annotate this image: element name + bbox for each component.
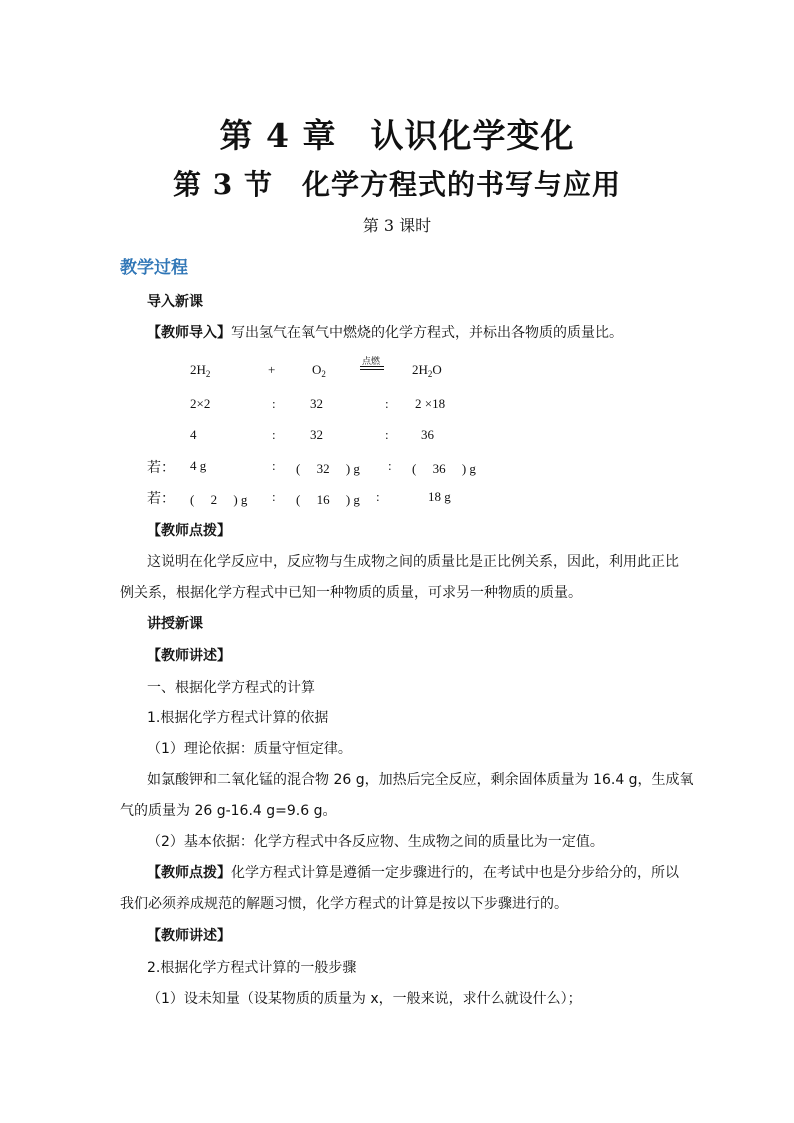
intro-heading: 导入新课 [147, 294, 203, 310]
steps-heading: 2.根据化学方程式计算的一般步骤 [147, 960, 357, 976]
basic-basis: （2）基本依据：化学方程式中各反应物、生成物之间的质量比为一定值。 [147, 834, 604, 850]
teacher-tip2-line2: 我们必须养成规范的解题习惯，化学方程式的计算是按以下步骤进行的。 [120, 896, 568, 912]
teacher-tip-line1: 这说明在化学反应中，反应物与生成物之间的质量比是正比例关系，因此，利用此正比 [147, 554, 679, 570]
ratio-o2: 32 [310, 427, 323, 442]
chapter-title: 第 4 章 认识化学变化 [219, 116, 575, 155]
teacher-tip-tag: 【教师点拨】 [147, 523, 231, 539]
ratio-h2o: 18 g [428, 489, 451, 504]
example-line1: 如氯酸钾和二氧化锰的混合物 26 g，加热后完全反应，剩余固体质量为 16.4 g，生成氧 [147, 772, 694, 788]
ratio-prefix: 若： [147, 460, 175, 476]
teacher-talk-tag: 【教师讲述】 [147, 648, 231, 664]
ratio-h2o: 36 [421, 427, 434, 442]
ratio-colon: : [272, 489, 276, 504]
step-one: （1）设未知量（设某物质的质量为 x，一般来说，求什么就设什么）； [147, 991, 582, 1007]
ratio-colon: : [376, 489, 380, 504]
ratio-prefix: 若： [147, 491, 175, 507]
ratio-o2: 32 [310, 396, 323, 411]
reactant-o2: $O_2$ [312, 362, 326, 379]
section-heading: 教学过程 [120, 258, 188, 278]
ratio-colon: : [272, 458, 276, 473]
reactant-h2: $2H_2$ [190, 362, 211, 379]
ratio-h2: 4 g [190, 458, 207, 473]
teacher-tip2-text: 化学方程式计算是遵循一定步骤进行的，在考试中也是分步给分的，所以 [231, 865, 679, 881]
ratio-h2: 4 [190, 427, 197, 442]
teacher-tip2-line1 [147, 862, 679, 882]
ratio-h2o: ( 36 ) g [412, 461, 476, 476]
lecture-heading: 讲授新课 [147, 616, 203, 632]
ratio-h2: 2×2 [190, 396, 211, 411]
theory-basis: （1）理论依据：质量守恒定律。 [147, 741, 352, 757]
point-one: 一、根据化学方程式的计算 [147, 680, 315, 696]
section-title: 第 3 节 化学方程式的书写与应用 [173, 168, 621, 201]
equals-sign [360, 366, 384, 370]
plus-sign: + [268, 362, 276, 377]
ratio-h2o: 2 ×18 [415, 396, 446, 411]
ratio-colon: : [385, 427, 389, 442]
teacher-intro-tag: 【教师导入】 [147, 325, 231, 341]
teacher-tip-line2: 例关系，根据化学方程式中已知一种物质的质量，可求另一种物质的质量。 [120, 585, 582, 601]
basis-heading: 1.根据化学方程式计算的依据 [147, 710, 329, 726]
teacher-talk2-tag: 【教师讲述】 [147, 928, 231, 944]
teacher-intro-text: 写出氢气在氧气中燃烧的化学方程式，并标出各物质的质量比。 [231, 325, 623, 341]
reaction-condition: 点燃 [362, 357, 381, 367]
ratio-o2: ( 32 ) g [296, 461, 360, 476]
ratio-colon: : [272, 396, 276, 411]
ratio-o2: ( 16 ) g [296, 492, 360, 507]
ratio-h2: ( 2 ) g [190, 492, 248, 507]
teacher-tip2-tag: 【教师点拨】 [147, 865, 231, 881]
ratio-colon: : [272, 427, 276, 442]
example-line2: 气的质量为 26 g-16.4 g=9.6 g。 [120, 803, 337, 819]
ratio-colon: : [388, 458, 392, 473]
ratio-colon: : [385, 396, 389, 411]
product-h2o: $2H_2O$ [412, 362, 442, 379]
lesson-label: 第 3 课时 [362, 216, 432, 235]
teacher-intro [147, 322, 623, 342]
